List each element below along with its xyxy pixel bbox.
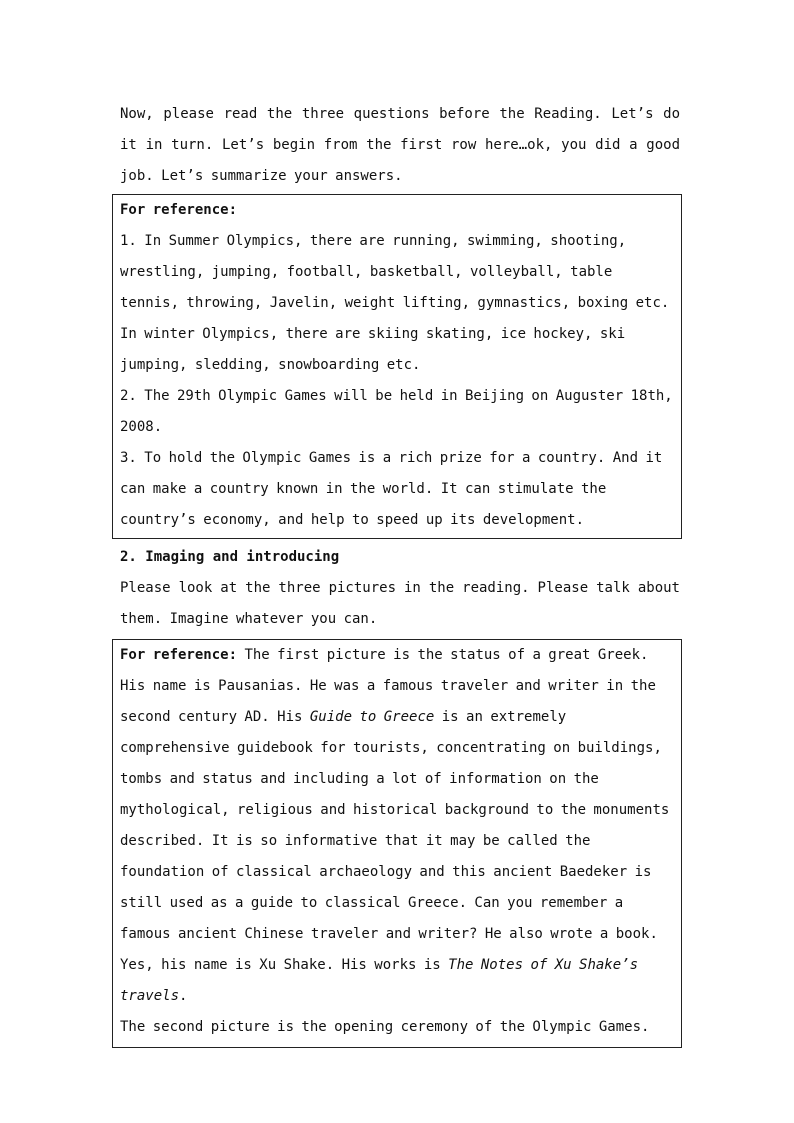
section-instruction: Please look at the three pictures in the reading. Please talk about them. Imagine whatever you can. (120, 580, 680, 627)
second-picture-description: The second picture is the opening ceremony of the Olympic Games. (120, 1019, 650, 1035)
answer-1-summer: 1. In Summer Olympics, there are running, swimming, shooting, wrestling, jumping, football, basketball, volleyball, table tennis, throwing, Javelin, weight lifting, gymnastics, boxing etc. (120, 233, 670, 311)
description-text-1: The first picture is the status of a great Greek. His name is Pausanias. He was a famous traveler and writer in the second century AD. His (120, 647, 656, 725)
picture-description (120, 640, 675, 1012)
works-title: The Notes of Xu Shake’s travels (120, 957, 639, 1004)
reference-box-answers (112, 194, 682, 539)
description-text-2: is an extremely comprehensive guidebook for tourists, concentrating on buildings, tombs and status and including a lot of information on the mythological, religious and historical background to the monuments described. It is so informative that it may be called the foundation of classical archaeology and this ancient Baedeker is still used as a guide to classical Greece. Can you remember a famous ancient Chinese traveler and writer? He also wrote a book. Yes, his name is Xu Shake. His works is (120, 709, 670, 973)
answer-1-winter: In winter Olympics, there are skiing skating, ice hockey, ski jumping, sledding, snowboarding etc. (120, 326, 626, 373)
intro-paragraph: Now, please read the three questions before the Reading. Let’s do it in turn. Let’s begin from the first row here…ok, you did a good job. Let’s summarize your answers. (120, 106, 680, 184)
section-heading: 2. Imaging and introducing (120, 549, 340, 565)
reference-label: For reference: (120, 647, 238, 663)
book-title: Guide to Greece (309, 709, 435, 725)
reference-box-pictures (112, 639, 682, 1048)
reference-label: For reference: (120, 202, 238, 218)
description-text-3: . (179, 988, 188, 1004)
document-content (120, 99, 680, 1048)
answer-2: 2. The 29th Olympic Games will be held in Beijing on Auguster 18th, 2008. (120, 388, 673, 435)
answer-3: 3. To hold the Olympic Games is a rich prize for a country. And it can make a country known in the world. It can stimulate the country’s economy, and help to speed up its development. (120, 450, 663, 528)
